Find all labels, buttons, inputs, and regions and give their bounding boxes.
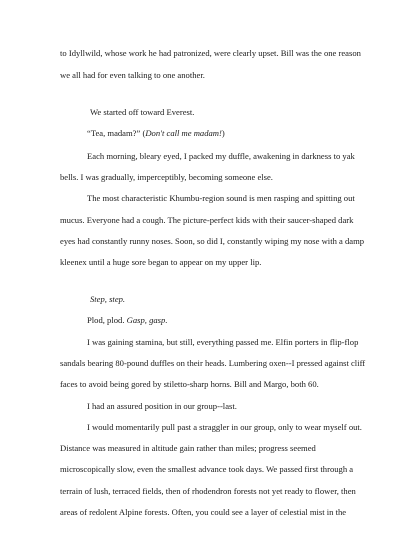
text-line: to Idyllwild, whose work he had patronized, were clearly upset. Bill was the one reason (60, 48, 361, 58)
dialogue-text: “Tea, madam?” ( (87, 128, 146, 138)
text-line: areas of redolent Alpine forests. Often, you could see a layer of celestial mist in the (60, 507, 347, 517)
dialogue-line (87, 128, 225, 138)
text-line: I had an assured position in our group--last. (87, 401, 237, 411)
text-line: terrain of lush, terraced fields, then of rhodendron forests not yet ready to flower, then (60, 486, 356, 496)
text-line: faces to avoid being gored by stiletto-sharp horns. Bill and Margo, both 60. (60, 379, 319, 389)
mixed-line (87, 315, 167, 325)
dialogue-close: ) (221, 128, 225, 138)
text-line: mucus. Everyone had a cough. The picture-perfect kids with their saucer-shaped dark (60, 215, 354, 225)
text-line: kleenex until a huge sore began to appear on my upper lip. (60, 257, 262, 267)
text-line: I was gaining stamina, but still, everything passed me. Elfin porters in flip-flop (87, 337, 359, 347)
text-line: bells. I was gradually, imperceptibly, becoming someone else. (60, 172, 273, 182)
italic-text: Gasp, gasp. (126, 315, 168, 325)
italic-aside: Don't call me madam! (145, 128, 222, 138)
italic-line (90, 294, 125, 304)
text-line: Distance was measured in altitude gain rather than miles; progress seemed (60, 443, 316, 453)
text-line: sandals bearing 80-pound duffles on their heads. Lumbering oxen--I pressed against cliff (60, 358, 366, 368)
italic-text: Step, step. (90, 294, 126, 304)
text-line: We started off toward Everest. (90, 107, 195, 117)
plain-text: Plod, plod. (87, 315, 127, 325)
text-line: I would momentarily pull past a straggler in our group, only to wear myself out. (87, 422, 362, 432)
text-line: Each morning, bleary eyed, I packed my duffle, awakening in darkness to yak (87, 151, 355, 161)
text-line: eyes had constantly runny noses. Soon, so did I, constantly wiping my nose with a damp (60, 236, 365, 246)
text-line: The most characteristic Khumbu-region sound is men rasping and spitting out (87, 193, 355, 203)
text-line: we all had for even talking to one another. (60, 70, 205, 80)
text-line: microscopically slow, even the smallest advance took days. We passed first through a (60, 464, 354, 474)
